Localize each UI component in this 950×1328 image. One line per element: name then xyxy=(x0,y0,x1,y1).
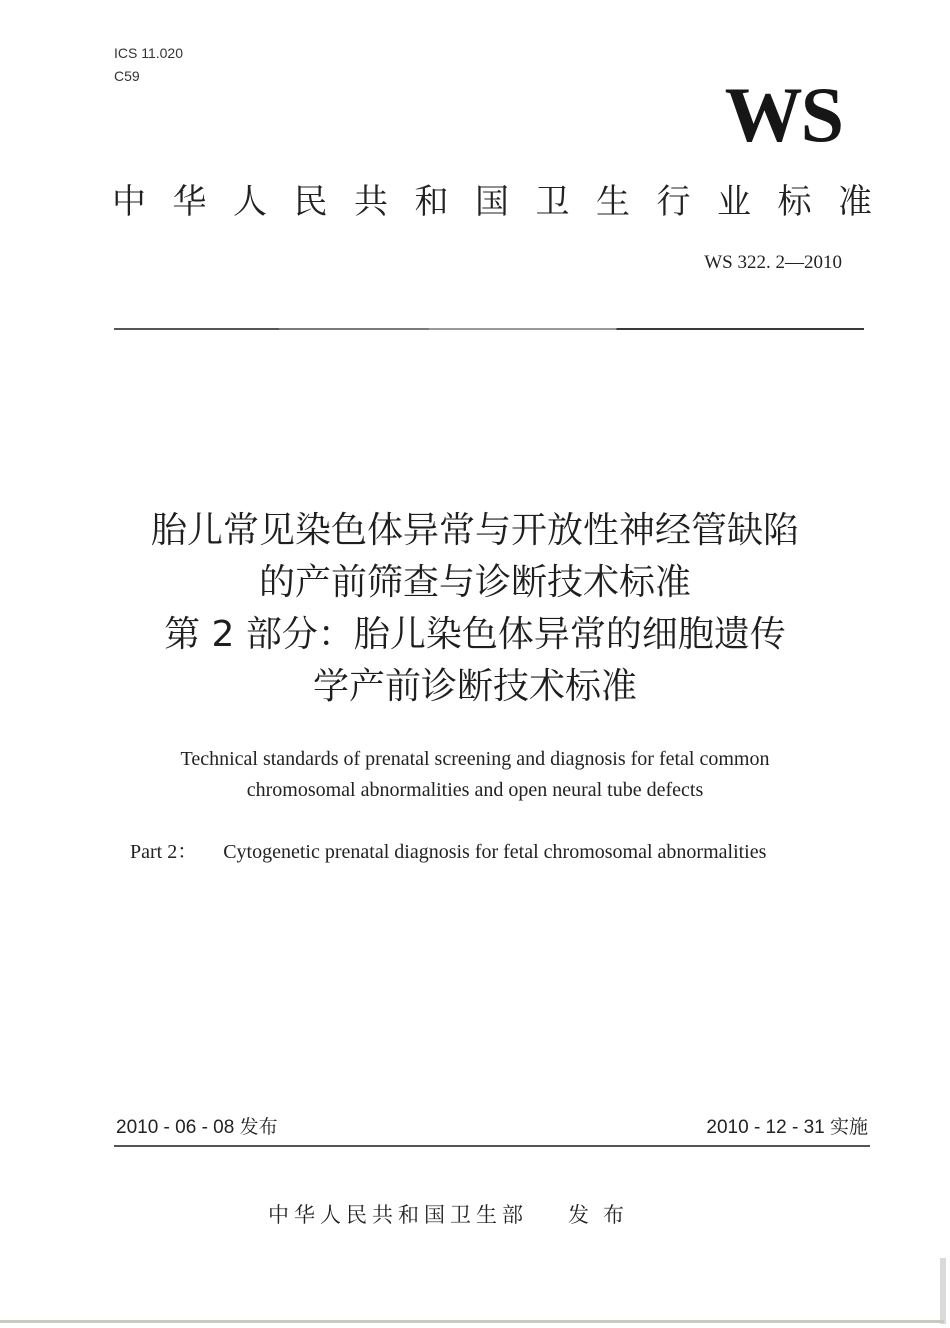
standard-type-char: 标 xyxy=(777,182,812,222)
standard-type-heading xyxy=(112,178,872,226)
ics-code: ICS 11.020 xyxy=(114,45,184,61)
standard-type-char: 国 xyxy=(475,182,509,222)
standard-type-char: 华 xyxy=(172,182,207,222)
standard-type-char: 生 xyxy=(596,182,630,222)
chinese-title xyxy=(60,505,890,713)
english-title-line: Technical standards of prenatal screening and diagnosis for fetal common xyxy=(180,748,770,770)
standard-type-char: 共 xyxy=(354,182,388,222)
standard-type-char: 准 xyxy=(838,182,872,222)
ws-logo: WS xyxy=(724,71,842,158)
english-title xyxy=(60,744,890,806)
part-title: Cytogenetic prenatal diagnosis for fetal chromosomal abnormalities xyxy=(223,841,767,863)
issuer-name: 中华人民共和国卫生部 xyxy=(268,1203,528,1227)
issue-date: 2010 - 06 - 08 发布 xyxy=(116,1117,278,1138)
scan-edge-shadow xyxy=(940,1258,946,1324)
standard-type-char: 民 xyxy=(293,182,328,222)
ccs-code: C59 xyxy=(114,68,140,84)
issuer-line xyxy=(268,1200,638,1230)
chinese-title-line: 胎儿常见染色体异常与开放性神经管缺陷 xyxy=(150,510,799,551)
chinese-title-line: 的产前筛查与诊断技术标准 xyxy=(258,562,691,603)
standard-type-char: 和 xyxy=(414,182,449,222)
chinese-title-line: 第 2 部分：胎儿染色体异常的细胞遗传 xyxy=(164,614,786,655)
standard-type-char: 中 xyxy=(112,182,146,222)
effective-date: 2010 - 12 - 31 实施 xyxy=(706,1117,868,1138)
part-label: Part 2： xyxy=(130,841,198,863)
english-part-title xyxy=(130,838,850,866)
dates-bar xyxy=(114,1115,870,1147)
scan-edge-shadow xyxy=(0,1320,944,1323)
standard-type-char: 卫 xyxy=(535,182,570,222)
classification-codes xyxy=(114,42,183,88)
english-title-line: chromosomal abnormalities and open neural tube defects xyxy=(246,779,704,801)
standard-number: WS 322. 2—2010 xyxy=(704,252,842,273)
standard-type-char: 人 xyxy=(233,182,267,222)
header-divider xyxy=(114,328,864,330)
standard-type-char: 业 xyxy=(717,182,751,222)
issue-word: 发布 xyxy=(568,1203,638,1227)
standard-type-char: 行 xyxy=(656,182,691,222)
chinese-title-line: 学产前诊断技术标准 xyxy=(312,666,637,707)
